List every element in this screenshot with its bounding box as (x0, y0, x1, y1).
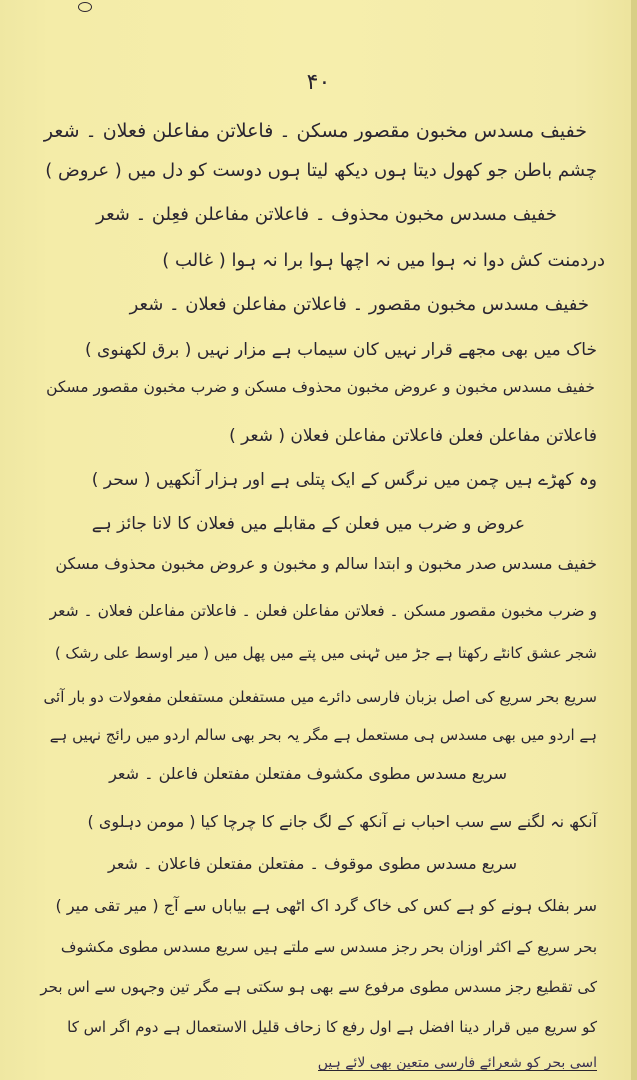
meter-heading-3: خفیف مسدس مخبون مقصور ۔ فاعلاتن مفاعلن فعلان ۔ شعر (129, 294, 589, 315)
meter-heading-5: خفیف مسدس صدر مخبون و ابتدا سالم و مخبون و عروض مخبون محذوف مسکن (55, 554, 597, 573)
meter-heading-7: سریع مسدس مطوی مکشوف مفتعلن مفتعلن فاعلن ۔ شعر (109, 764, 507, 783)
prosody-note-1: عروض و ضرب میں فعلن کے مقابلے میں فعلان کا لانا جائز ہے (91, 514, 525, 534)
prosody-note-4: کی تقطیع رجز مسدس مطوی مرفوع سے بھی ہو سکتی ہے مگر تین وجہوں سے اس بحر (40, 978, 597, 996)
handwritten-footnote: اسی بحر کو شعرائے فارسی متعین بھی لائے ہیں (317, 1055, 597, 1071)
meter-heading-8: سریع مسدس مطوی موقوف ۔ مفتعلن مفتعلن فاعلان ۔ شعر (107, 854, 517, 873)
verse-5: شجر عشق کانٹے رکھتا ہے جڑ میں ٹہنی میں پتے میں پھل میں ( میر اوسط علی رشک ) (54, 644, 597, 662)
page-edge (631, 0, 637, 1080)
page-number: ۴۰ (306, 70, 331, 95)
prosody-note-3: بحر سریع کے اکثر اوزان بحر رجز مسدس سے ملتے ہیں سریع مسدس مطوی مکشوف (60, 938, 597, 956)
margin-mark-icon (78, 2, 92, 12)
verse-6: آنکھ نہ لگنے سے سب احباب نے آنکھ کے لگ جانے کا چرچا کیا ( مومن دہلوی ) (87, 812, 597, 831)
meter-scansion-1: فاعلاتن مفاعلن فعلن فاعلاتن مفاعلن فعلان ( شعر ) (229, 426, 597, 446)
verse-4: وہ کھڑے ہیں چمن میں نرگس کے ایک پتلی ہے اور ہزار آنکھیں ( سحر ) (91, 470, 597, 490)
prosody-note-5: کو سریع میں قرار دینا افضل ہے اول رفع کا زحاف قلیل الاستعمال ہے دوم اگر اس کا (67, 1018, 597, 1036)
verse-3: خاک میں بھی مجھے قرار نہیں کان سیماب ہے مزار نہیں ( برق لکھنوی ) (85, 340, 597, 360)
meter-heading-1: خفیف مسدس مخبون مقصور مسکن ۔ فاعلاتن مفاعلن فعلان ۔ شعر (43, 120, 587, 142)
verse-7: سر بفلک ہونے کو ہے کس کی خاک گرد اک اٹھی ہے بیاباں سے آج ( میر تقی میر ) (55, 896, 597, 915)
meter-heading-2: خفیف مسدس مخبون محذوف ۔ فاعلاتن مفاعلن فعِلن ۔ شعر (96, 204, 557, 225)
verse-2: دردمنت کش دوا نہ ہوا میں نہ اچھا ہوا برا نہ ہوا ( غالب ) (162, 250, 605, 271)
section-saree-intro: سریع بحر سریع کی اصل بزبان فارسی دائرے میں مستفعلن مستفعلن مفعولات دو بار آئی (43, 688, 597, 706)
meter-heading-4: خفیف مسدس مخبون و عروض مخبون محذوف مسکن و ضرب مخبون مقصور مسکن (46, 378, 595, 396)
verse-1: چشم باطن جو کھول دیتا ہوں دیکھ لیتا ہوں دوست کو دل میں ( عروض ) (45, 160, 597, 181)
meter-heading-6: و ضرب مخبون مقصور مسکن ۔ فعلاتن مفاعلن فعلن ۔ فاعلاتن مفاعلن فعلان ۔ شعر (49, 602, 597, 620)
prosody-note-2: ہے اردو میں بھی مسدس ہی مستعمل ہے مگر یہ بحر بھی سالم اردو میں رائج نہیں ہے (49, 726, 597, 744)
